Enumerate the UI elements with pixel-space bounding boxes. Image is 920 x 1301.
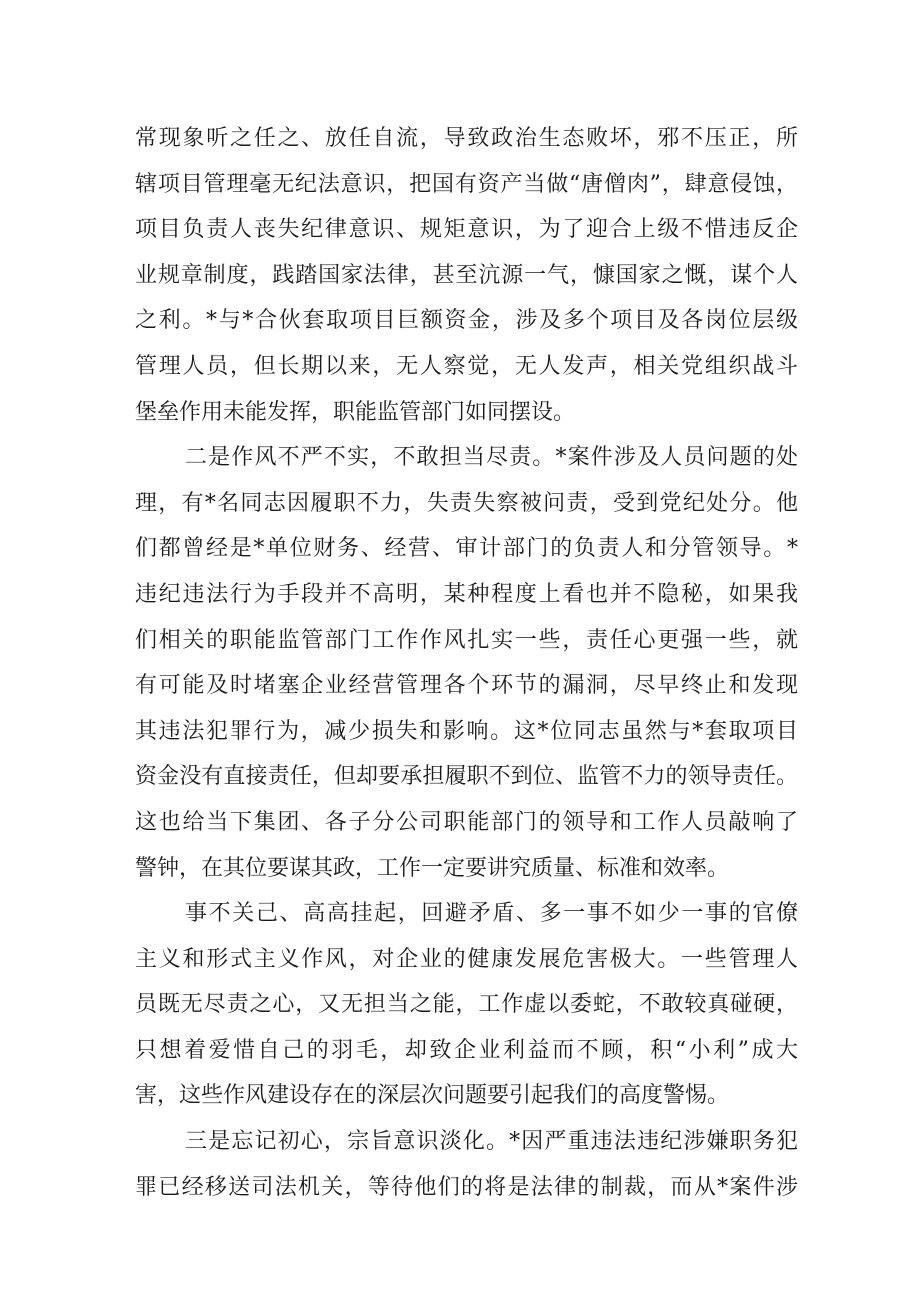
text-line: 事不关己、高高挂起，回避矛盾、多一事不如少一事的官僚 [185, 901, 798, 927]
text-line: 堡垒作用未能发挥，职能监管部门如同摆设。 [135, 399, 576, 425]
paragraph-3 [135, 891, 798, 1119]
document-body [135, 116, 798, 1210]
text-line: 罪已经移送司法机关，等待他们的将是法律的制裁，而从*案件涉 [135, 1174, 798, 1200]
text-line: 只想着爱惜自己的羽毛，却致企业利益而不顾，积“小利”成大 [135, 1037, 798, 1063]
text-line: 之利。*与*合伙套取项目巨额资金，涉及多个项目及各岗位层级 [135, 308, 798, 334]
text-line: 们都曾经是*单位财务、经营、审计部门的负责人和分管领导。* [135, 536, 798, 562]
text-line: 业规章制度，践踏国家法律，甚至沆源一气，慷国家之慨，谋个人 [135, 262, 798, 288]
text-line: 二是作风不严不实，不敢担当尽责。*案件涉及人员问题的处 [185, 445, 798, 471]
text-line: 们相关的职能监管部门工作作风扎实一些，责任心更强一些，就 [135, 627, 798, 653]
text-line: 管理人员，但长期以来，无人察觉，无人发声，相关党组织战斗 [135, 353, 798, 379]
text-line: 主义和形式主义作风，对企业的健康发展危害极大。一些管理人 [135, 946, 798, 972]
text-line: 理，有*名同志因履职不力，失责失察被问责，受到党纪处分。他 [135, 490, 798, 516]
text-line: 项目负责人丧失纪律意识、规矩意识，为了迎合上级不惜违反企 [135, 217, 798, 243]
text-line: 辖项目管理毫无纪法意识，把国有资产当做“唐僧肉”，肆意侵蚀， [135, 171, 798, 197]
paragraph-2 [135, 435, 798, 891]
text-line: 常现象听之任之、放任自流，导致政治生态败坏，邪不压正，所 [135, 126, 798, 151]
text-line: 有可能及时堵塞企业经营管理各个环节的漏洞，尽早终止和发现 [135, 673, 798, 699]
paragraph-4 [135, 1119, 798, 1210]
text-line: 其违法犯罪行为，减少损失和影响。这*位同志虽然与*套取项目 [135, 718, 798, 744]
text-line: 员既无尽责之心，又无担当之能，工作虚以委蛇，不敢较真碰硬， [135, 992, 798, 1018]
text-line: 这也给当下集团、各子分公司职能部门的领导和工作人员敲响了 [135, 809, 798, 835]
text-line: 警钟，在其位要谋其政，工作一定要讲究质量、标准和效率。 [135, 855, 730, 881]
text-line: 资金没有直接责任，但却要承担履职不到位、监管不力的领导责任。 [135, 764, 798, 790]
text-line: 三是忘记初心，宗旨意识淡化。*因严重违法违纪涉嫌职务犯 [185, 1129, 798, 1155]
text-line: 违纪违法行为手段并不高明，某种程度上看也并不隐秘，如果我 [135, 581, 798, 607]
text-line: 害，这些作风建设存在的深层次问题要引起我们的高度警惕。 [135, 1083, 730, 1109]
paragraph-1 [135, 116, 798, 435]
